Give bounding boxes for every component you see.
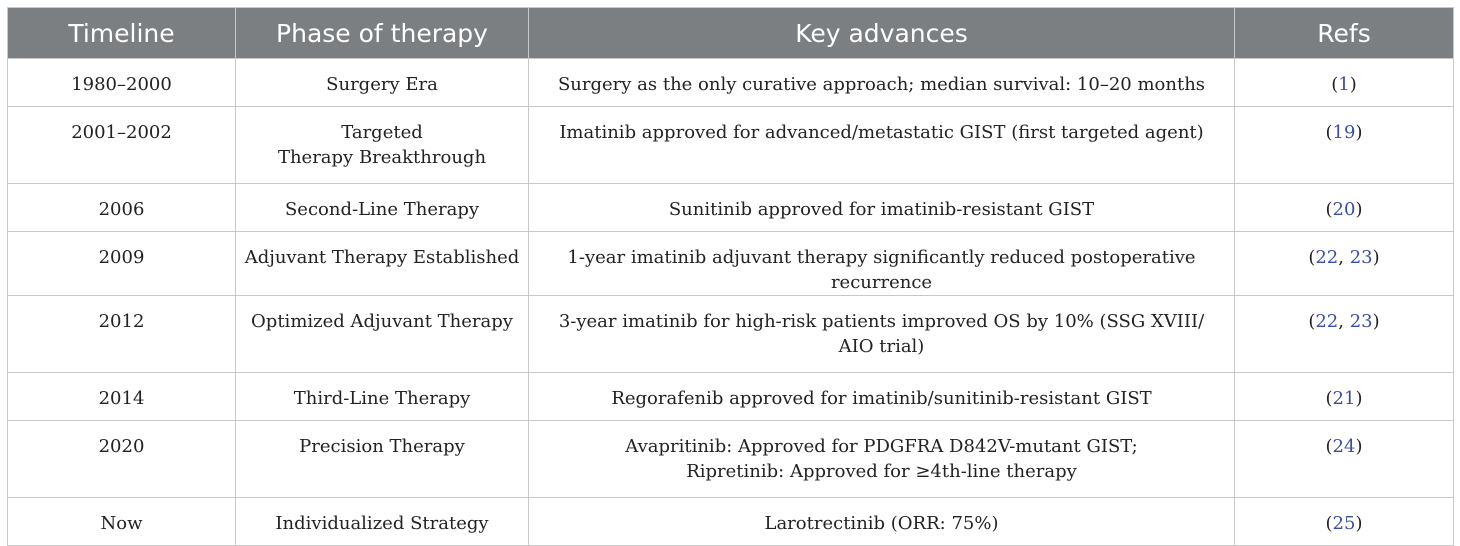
- ref-link[interactable]: 22: [1315, 247, 1339, 268]
- advances-line: Ripretinib: Approved for ≥4th-line therapy: [686, 461, 1077, 482]
- table-header: [8, 8, 1454, 59]
- refs-cell: (22, 23): [1235, 232, 1454, 296]
- ref-link[interactable]: 23: [1349, 247, 1373, 268]
- phase-line: Third-Line Therapy: [293, 388, 471, 409]
- refs-cell: (20): [1235, 184, 1454, 232]
- advances-line: 1-year imatinib adjuvant therapy significantly reduced postoperative recurrence: [567, 247, 1196, 293]
- refs-cell: (22, 23): [1235, 296, 1454, 373]
- table-row: [8, 498, 1454, 546]
- table-row: [8, 232, 1454, 296]
- phase-line: Precision Therapy: [299, 436, 465, 457]
- table-row: [8, 421, 1454, 498]
- advances-line: Surgery as the only curative approach; median survival: 10–20 months: [557, 74, 1206, 95]
- header-row: [8, 8, 1454, 59]
- timeline-cell: 1980–2000: [8, 59, 236, 107]
- timeline-cell: 2014: [8, 373, 236, 421]
- timeline-cell: 2012: [8, 296, 236, 373]
- phase-line: Targeted: [341, 122, 423, 143]
- phase-cell: [236, 184, 529, 232]
- phase-line: Surgery Era: [326, 74, 438, 95]
- phase-cell: [236, 296, 529, 373]
- phase-cell: [236, 107, 529, 184]
- phase-line: Optimized Adjuvant Therapy: [251, 311, 513, 332]
- phase-cell: [236, 498, 529, 546]
- advances-cell: [529, 373, 1235, 421]
- advances-cell: [529, 184, 1235, 232]
- refs-cell: (21): [1235, 373, 1454, 421]
- refs-cell: (25): [1235, 498, 1454, 546]
- advances-cell: [529, 59, 1235, 107]
- ref-link[interactable]: 1: [1338, 74, 1350, 95]
- ref-link[interactable]: 19: [1332, 122, 1356, 143]
- advances-line: 3-year imatinib for high-risk patients improved OS by 10% (SSG XVIII/: [558, 311, 1205, 332]
- table-row: [8, 296, 1454, 373]
- phase-line: Therapy Breakthrough: [277, 147, 487, 168]
- phase-line: Individualized Strategy: [275, 513, 489, 534]
- phase-cell: [236, 232, 529, 296]
- header-key-advances: Key advances: [529, 8, 1235, 59]
- advances-line: Regorafenib approved for imatinib/sunitinib-resistant GIST: [611, 388, 1152, 409]
- table-row: [8, 184, 1454, 232]
- timeline-cell: 2020: [8, 421, 236, 498]
- phase-line: Adjuvant Therapy Established: [244, 247, 520, 268]
- refs-cell: (1): [1235, 59, 1454, 107]
- advances-cell: [529, 498, 1235, 546]
- header-phase: Phase of therapy: [236, 8, 529, 59]
- therapy-timeline-table: [7, 7, 1454, 546]
- advances-line: AIO trial): [838, 336, 925, 357]
- advances-line: Larotrectinib (ORR: 75%): [764, 513, 999, 534]
- header-timeline: Timeline: [8, 8, 236, 59]
- header-refs: Refs: [1235, 8, 1454, 59]
- timeline-cell: 2009: [8, 232, 236, 296]
- ref-link[interactable]: 20: [1332, 199, 1356, 220]
- timeline-cell: 2006: [8, 184, 236, 232]
- ref-link[interactable]: 25: [1332, 513, 1356, 534]
- advances-cell: [529, 232, 1235, 296]
- advances-cell: [529, 296, 1235, 373]
- phase-line: Second-Line Therapy: [284, 199, 480, 220]
- advances-line: Avapritinib: Approved for PDGFRA D842V-mutant GIST;: [625, 436, 1138, 457]
- advances-line: Sunitinib approved for imatinib-resistant GIST: [668, 199, 1095, 220]
- ref-link[interactable]: 21: [1332, 388, 1356, 409]
- table-row: [8, 107, 1454, 184]
- phase-cell: [236, 373, 529, 421]
- advances-cell: [529, 421, 1235, 498]
- refs-cell: (19): [1235, 107, 1454, 184]
- table-row: [8, 59, 1454, 107]
- phase-cell: [236, 59, 529, 107]
- advances-line: Imatinib approved for advanced/metastatic GIST (first targeted agent): [559, 122, 1204, 143]
- advances-cell: [529, 107, 1235, 184]
- table-body: [8, 59, 1454, 546]
- ref-link[interactable]: 23: [1349, 311, 1373, 332]
- table-row: [8, 373, 1454, 421]
- timeline-cell: 2001–2002: [8, 107, 236, 184]
- refs-cell: (24): [1235, 421, 1454, 498]
- phase-cell: [236, 421, 529, 498]
- ref-link[interactable]: 22: [1315, 311, 1339, 332]
- ref-link[interactable]: 24: [1332, 436, 1356, 457]
- timeline-cell: Now: [8, 498, 236, 546]
